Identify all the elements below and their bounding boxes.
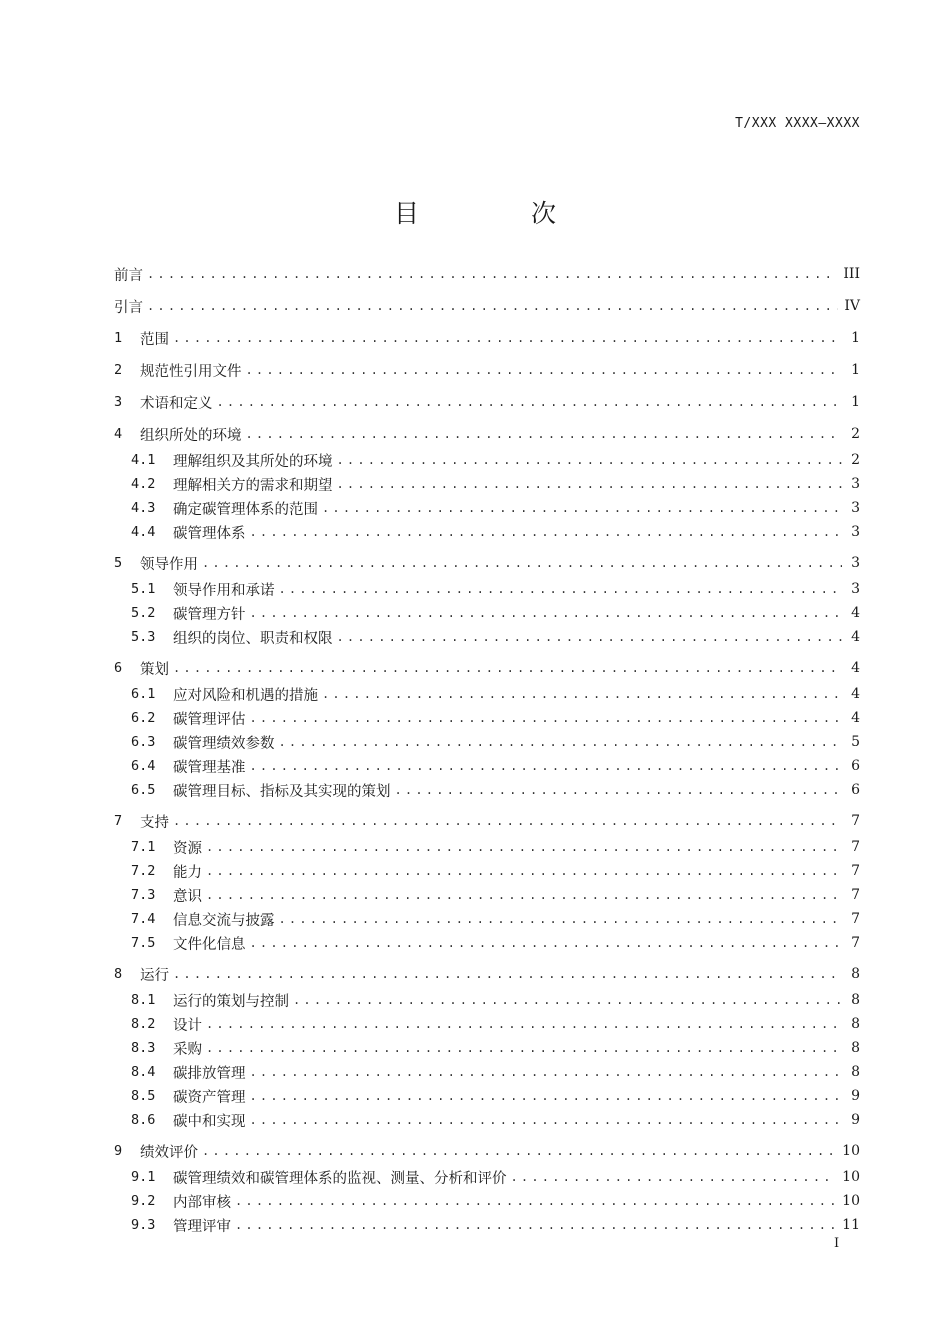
toc-entry-number: 5.3 (131, 629, 156, 645)
toc-entry-number: 8.1 (131, 992, 156, 1008)
toc-subentry[interactable] (131, 779, 860, 801)
toc-entry-label: 碳管理绩效参数 (173, 735, 275, 752)
toc-page-number: IV (844, 298, 860, 314)
toc-page-number: 9 (851, 1088, 860, 1104)
toc-entry-number: 6.3 (131, 734, 156, 750)
dot-leader (173, 657, 842, 679)
toc-page-number: 10 (842, 1169, 860, 1185)
toc-entry[interactable] (114, 423, 860, 445)
toc-entry-number: 4.3 (131, 500, 156, 516)
toc-entry-label: 前言 (114, 267, 143, 284)
toc-entry-label: 意识 (173, 888, 202, 905)
toc-page-number: 8 (851, 992, 860, 1008)
toc-entry[interactable] (114, 1140, 860, 1162)
toc-entry-label: 碳排放管理 (173, 1065, 246, 1082)
dot-leader (250, 1109, 843, 1131)
toc-entry-number: 5.1 (131, 581, 156, 597)
toc-page-number: 7 (851, 813, 860, 829)
dot-leader (250, 707, 843, 729)
toc-page-number: 8 (851, 1064, 860, 1080)
toc-page-number: 9 (851, 1112, 860, 1128)
toc-entry-label: 支持 (140, 814, 169, 831)
toc-page-number: 7 (851, 887, 860, 903)
toc-entry[interactable] (114, 391, 860, 413)
toc-entry-label: 采购 (173, 1041, 202, 1058)
dot-leader (173, 963, 842, 985)
toc-entry[interactable] (114, 327, 860, 349)
toc-page-number: 2 (851, 452, 860, 468)
toc-page-number: 3 (851, 524, 860, 540)
toc-entry-number: 8.4 (131, 1064, 156, 1080)
toc-subentry[interactable] (131, 731, 860, 753)
toc-page-number: 2 (851, 426, 860, 442)
toc-page-number: III (843, 266, 860, 282)
toc-subentry[interactable] (131, 860, 860, 882)
toc-entry-label: 能力 (173, 864, 202, 881)
toc-subentry[interactable] (131, 989, 860, 1011)
dot-leader (147, 263, 837, 285)
toc-entry[interactable] (114, 810, 860, 832)
toc-page-number: 10 (842, 1143, 860, 1159)
toc-entry-label: 组织所处的环境 (140, 427, 242, 444)
toc-entry[interactable] (114, 657, 860, 679)
toc-entry-number: 2 (114, 362, 123, 378)
dot-leader (173, 327, 842, 349)
dot-leader (279, 908, 843, 930)
toc-entry-label: 领导作用和承诺 (173, 582, 275, 599)
dot-leader (235, 1190, 836, 1212)
toc-subentry[interactable] (131, 1190, 860, 1212)
toc-subentry[interactable] (131, 626, 860, 648)
toc-entry-number: 6.4 (131, 758, 156, 774)
toc-entry-number: 7.1 (131, 839, 156, 855)
toc-entry[interactable] (114, 295, 860, 317)
toc-subentry[interactable] (131, 1166, 860, 1188)
toc-entry-label: 确定碳管理体系的范围 (173, 501, 318, 518)
toc-page-number: 3 (851, 581, 860, 597)
toc-entry-label: 内部审核 (173, 1194, 231, 1211)
dot-leader (279, 731, 843, 753)
toc-entry-number: 6 (114, 660, 123, 676)
toc-entry-label: 碳中和实现 (173, 1113, 246, 1130)
toc-entry-number: 8.6 (131, 1112, 156, 1128)
toc-page-number: 3 (851, 476, 860, 492)
toc-entry-label: 运行的策划与控制 (173, 993, 289, 1010)
toc-subentry[interactable] (131, 578, 860, 600)
toc-entry-number: 9.2 (131, 1193, 156, 1209)
toc-page-number: 7 (851, 911, 860, 927)
toc-entry-label: 管理评审 (173, 1218, 231, 1235)
dot-leader (279, 578, 843, 600)
toc-page-number: 1 (851, 362, 860, 378)
dot-leader (337, 626, 843, 648)
dot-leader (250, 521, 843, 543)
dot-leader (206, 836, 842, 858)
toc-subentry[interactable] (131, 836, 860, 858)
toc-page-number: 7 (851, 839, 860, 855)
toc-entry-label: 应对风险和机遇的措施 (173, 687, 318, 704)
toc-page-number: 7 (851, 863, 860, 879)
toc-entry-label: 理解相关方的需求和期望 (173, 477, 333, 494)
toc-entry[interactable] (114, 359, 860, 381)
document-code: T/XXX XXXX—XXXX (735, 116, 860, 131)
toc-subentry[interactable] (131, 1109, 860, 1131)
toc-entry-label: 引言 (114, 299, 143, 316)
toc-entry-label: 运行 (140, 967, 169, 984)
toc-page-number: 6 (851, 758, 860, 774)
dot-leader (235, 1214, 836, 1236)
toc-entry-number: 3 (114, 394, 123, 410)
toc-entry-number: 4 (114, 426, 123, 442)
toc-entry-number: 6.2 (131, 710, 156, 726)
toc-entry-number: 8.2 (131, 1016, 156, 1032)
toc-entry-number: 8 (114, 966, 123, 982)
toc-page-number: 7 (851, 935, 860, 951)
toc-page-number: 11 (842, 1217, 860, 1233)
toc-entry-number: 6.5 (131, 782, 156, 798)
dot-leader (395, 779, 843, 801)
toc-entry-number: 7 (114, 813, 123, 829)
toc-entry-number: 9.3 (131, 1217, 156, 1233)
toc-entry-number: 4.4 (131, 524, 156, 540)
toc-entry[interactable] (114, 963, 860, 985)
toc-entry-label: 碳管理绩效和碳管理体系的监视、测量、分析和评价 (173, 1170, 507, 1187)
toc-entry-label: 规范性引用文件 (140, 363, 242, 380)
dot-leader (206, 860, 842, 882)
toc-page-number: 4 (851, 710, 860, 726)
toc-entry[interactable] (114, 263, 860, 285)
toc-entry-number: 4.1 (131, 452, 156, 468)
toc-entry-label: 碳管理目标、指标及其实现的策划 (173, 783, 391, 800)
toc-subentry[interactable] (131, 908, 860, 930)
dot-leader (173, 810, 842, 832)
toc-entry-label: 组织的岗位、职责和权限 (173, 630, 333, 647)
toc-entry-label: 范围 (140, 331, 169, 348)
toc-entry-label: 碳资产管理 (173, 1089, 246, 1106)
toc-entry-number: 4.2 (131, 476, 156, 492)
toc-entry-label: 碳管理基准 (173, 759, 246, 776)
toc-subentry[interactable] (131, 449, 860, 471)
toc-entry-number: 7.4 (131, 911, 156, 927)
toc-subentry[interactable] (131, 1214, 860, 1236)
toc-page-number: 4 (851, 605, 860, 621)
dot-leader (322, 683, 842, 705)
toc-page-number: 8 (851, 1040, 860, 1056)
dot-leader (250, 602, 843, 624)
toc-page-number: 4 (851, 686, 860, 702)
toc-entry-label: 策划 (140, 661, 169, 678)
toc-entry-label: 理解组织及其所处的环境 (173, 453, 333, 470)
toc-entry-label: 术语和定义 (140, 395, 213, 412)
toc-page-number: 10 (842, 1193, 860, 1209)
toc-subentry[interactable] (131, 755, 860, 777)
toc-page-number: 8 (851, 1016, 860, 1032)
toc-entry-number: 6.1 (131, 686, 156, 702)
dot-leader (511, 1166, 837, 1188)
dot-leader (337, 473, 843, 495)
toc-page-number: 8 (851, 966, 860, 982)
dot-leader (250, 755, 843, 777)
toc-subentry[interactable] (131, 1085, 860, 1107)
toc-entry-number: 8.3 (131, 1040, 156, 1056)
toc-subentry[interactable] (131, 884, 860, 906)
dot-leader (337, 449, 843, 471)
toc-entry-label: 文件化信息 (173, 936, 246, 953)
dot-leader (246, 359, 843, 381)
toc-subentry[interactable] (131, 1013, 860, 1035)
dot-leader (322, 497, 842, 519)
toc-subentry[interactable] (131, 1061, 860, 1083)
dot-leader (206, 1013, 842, 1035)
toc-page-number: 1 (851, 394, 860, 410)
dot-leader (206, 1037, 842, 1059)
toc-entry-number: 9 (114, 1143, 123, 1159)
toc-subentry[interactable] (131, 707, 860, 729)
dot-leader (250, 932, 843, 954)
toc-entry-number: 5 (114, 555, 123, 571)
page-number: I (834, 1236, 840, 1251)
toc-page-number: 3 (851, 500, 860, 516)
toc-entry-number: 7.3 (131, 887, 156, 903)
toc-entry-number: 5.2 (131, 605, 156, 621)
toc-page-number: 6 (851, 782, 860, 798)
toc-entry-label: 设计 (173, 1017, 202, 1034)
toc-entry-label: 领导作用 (140, 556, 198, 573)
toc-entry-number: 7.5 (131, 935, 156, 951)
dot-leader (250, 1085, 843, 1107)
toc-subentry[interactable] (131, 932, 860, 954)
dot-leader (217, 391, 843, 413)
toc-entry-number: 1 (114, 330, 123, 346)
dot-leader (202, 552, 842, 574)
toc-subentry[interactable] (131, 602, 860, 624)
toc-page-number: 4 (851, 629, 860, 645)
toc-page-number: 3 (851, 555, 860, 571)
dot-leader (147, 295, 838, 317)
page-title: 目 次 (394, 199, 608, 228)
toc-entry[interactable] (114, 552, 860, 574)
toc-entry-number: 8.5 (131, 1088, 156, 1104)
toc-entry-label: 碳管理方针 (173, 606, 246, 623)
toc-subentry[interactable] (131, 521, 860, 543)
dot-leader (206, 884, 842, 906)
toc-page-number: 1 (851, 330, 860, 346)
toc-subentry[interactable] (131, 683, 860, 705)
toc-entry-label: 碳管理评估 (173, 711, 246, 728)
toc-subentry[interactable] (131, 1037, 860, 1059)
toc-entry-number: 7.2 (131, 863, 156, 879)
toc-entry-label: 绩效评价 (140, 1144, 198, 1161)
toc-subentry[interactable] (131, 473, 860, 495)
toc-page-number: 5 (851, 734, 860, 750)
dot-leader (293, 989, 842, 1011)
toc-entry-label: 碳管理体系 (173, 525, 246, 542)
toc-page-number: 4 (851, 660, 860, 676)
toc-entry-number: 9.1 (131, 1169, 156, 1185)
toc-entry-label: 资源 (173, 840, 202, 857)
dot-leader (250, 1061, 843, 1083)
dot-leader (246, 423, 843, 445)
dot-leader (202, 1140, 836, 1162)
toc-subentry[interactable] (131, 497, 860, 519)
toc-entry-label: 信息交流与披露 (173, 912, 275, 929)
